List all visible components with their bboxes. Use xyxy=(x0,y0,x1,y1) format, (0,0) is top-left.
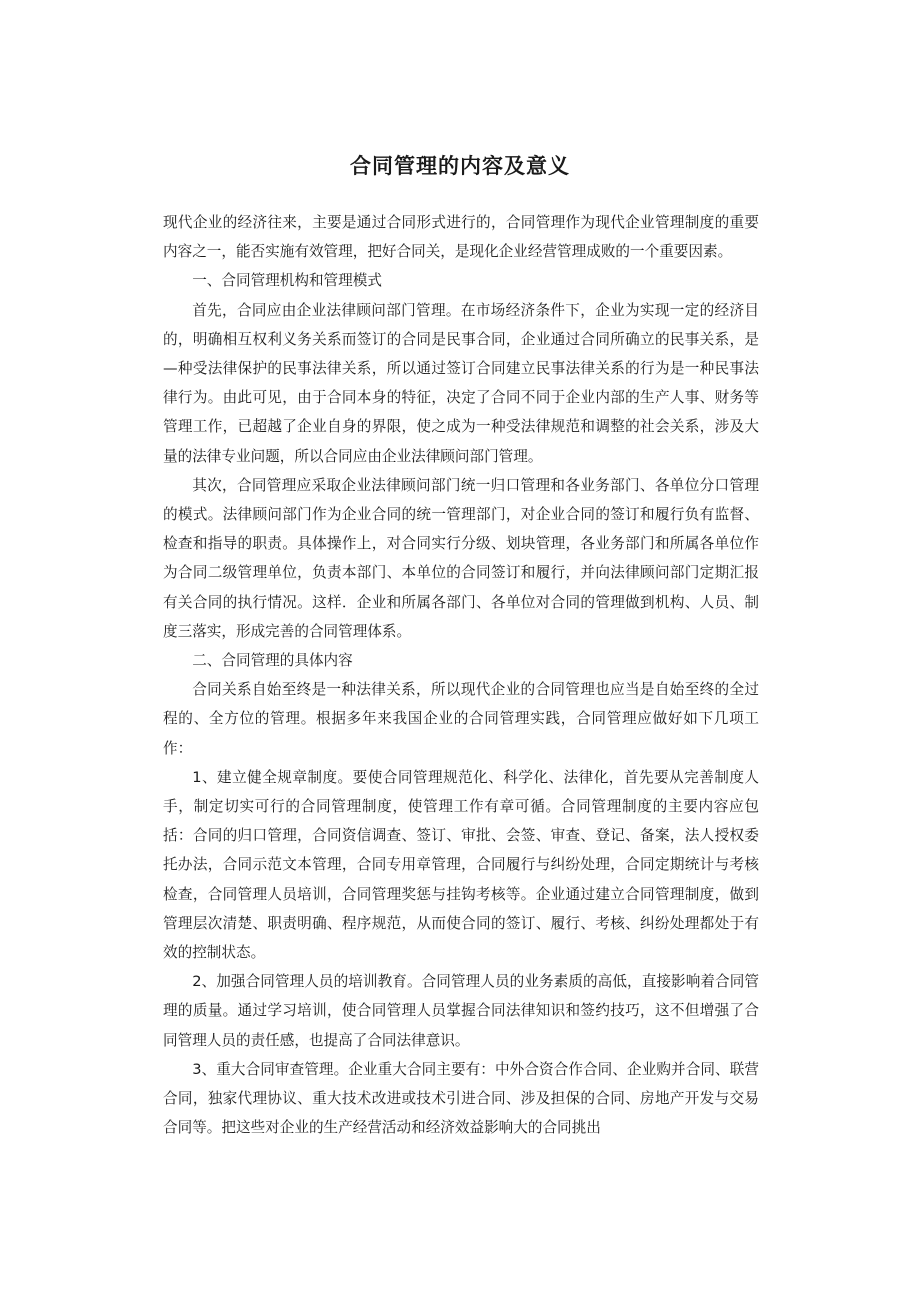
section-heading-1: 一、合同管理机构和管理模式 xyxy=(192,272,382,290)
list-item: 1、建立健全规章制度。要使合同管理规范化、科学化、法律化，首先要从完善制度人手，制定切实可行的合同管理制度，使管理工作有章可循。合同管理制度的主要内容应包括：合同的归口管理，合同资信调查、签订、审批、会签、审查、登记、备案，法人授权委托办法，合同示范文本管理，合同专用章管理，合同履行与纠纷处理，合同定期统计与考核检查，合同管理人员培训，合同管理奖惩与挂钩考核等。企业通过建立合同管理制度，做到管理层次清楚、职责明确、程序规范，从而使合同的签订、履行、考核、纠纷处理都处于有效的控制状态。 xyxy=(163,768,759,962)
paragraph: 合同关系自始至终是一种法律关系，所以现代企业的合同管理也应当是自始至终的全过程的、全方位的管理。根据多年来我国企业的合同管理实践，合同管理应做好如下几项工作： xyxy=(163,681,759,757)
paragraph: 首先，合同应由企业法律顾问部门管理。在市场经济条件下，企业为实现一定的经济目的，明确相互权利义务关系而签订的合同是民事合同，企业通过合同所确立的民事关系，是—种受法律保护的民事法律关系，所以通过签订合同建立民事法律关系的行为是一种民事法律行为。由此可见，由于合同本身的特征，决定了合同不同于企业内部的生产人事、财务等管理工作，已超越了企业自身的界限，使之成为一种受法律规范和调整的社会关系，涉及大量的法律专业问题，所以合同应由企业法律顾问部门管理。 xyxy=(163,301,759,465)
section-heading-2: 二、合同管理的具体内容 xyxy=(192,652,353,670)
document-body xyxy=(163,208,759,1143)
paragraph: 其次，合同管理应采取企业法律顾问部门统一归口管理和各业务部门、各单位分口管理的模式。法律顾问部门作为企业合同的统一管理部门，对企业合同的签订和履行负有监督、检查和指导的职责。具体操作上，对合同实行分级、划块管理，各业务部门和所属各单位作为合同二级管理单位，负责本部门、本单位的合同签订和履行，并向法律顾问部门定期汇报有关合同的执行情况。这样．企业和所属各部门、各单位对合同的管理做到机构、人员、制度三落实，形成完善的合同管理体系。 xyxy=(163,476,759,640)
list-item: 3、重大合同审查管理。企业重大合同主要有：中外合资合作合同、企业购并合同、联营合同，独家代理协议、重大技术改进或技术引进合同、涉及担保的合同、房地产开发与交易合同等。把这些对企业的生产经营活动和经济效益影响大的合同挑出 xyxy=(163,1060,759,1137)
page-title: 合同管理的内容及意义 xyxy=(350,154,570,178)
paragraph-intro: 现代企业的经济往来，主要是通过合同形式进行的，合同管理作为现代企业管理制度的重要内容之一，能否实施有效管理，把好合同关，是现化企业经营管理成败的一个重要因素。 xyxy=(163,214,759,261)
list-item: 2、加强合同管理人员的培训教育。合同管理人员的业务素质的高低，直接影响着合同管理的质量。通过学习培训，使合同管理人员掌握合同法律知识和签约技巧，这不但增强了合同管理人员的责任感，也提高了合同法律意识。 xyxy=(163,973,759,1049)
